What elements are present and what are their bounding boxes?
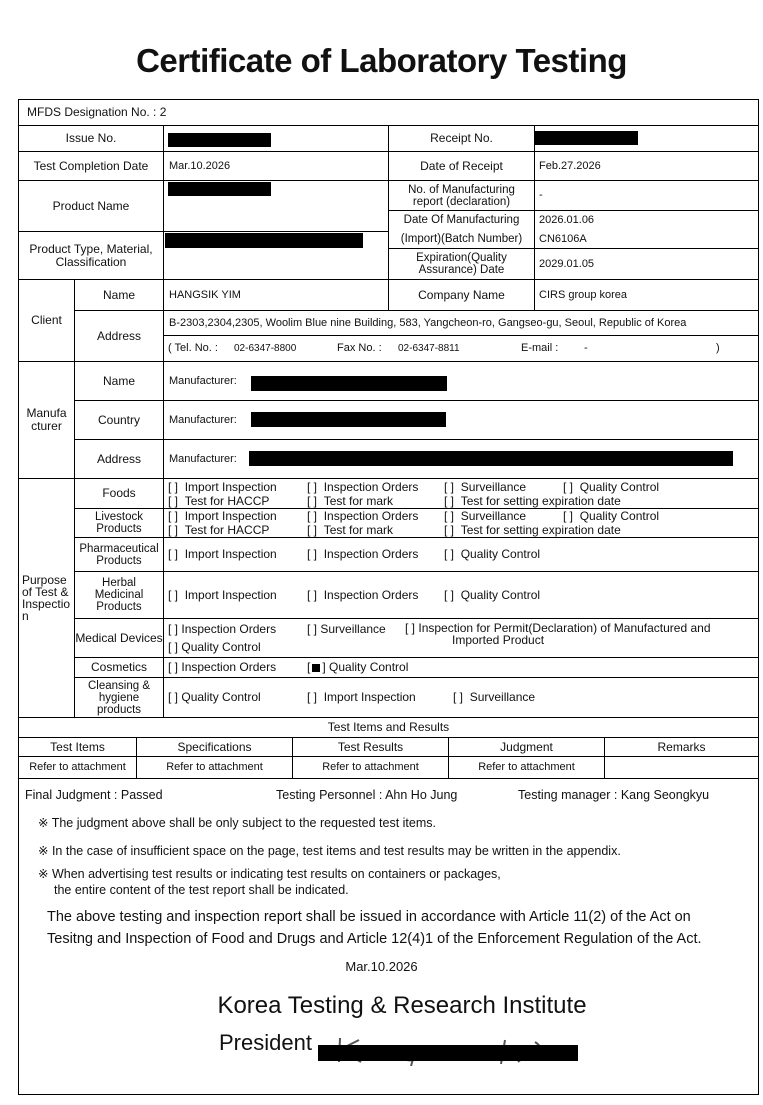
- option-label: Inspection Orders: [323, 588, 419, 602]
- batch-number: CN6106A: [539, 232, 587, 245]
- expiration-line2: Assurance) Date: [418, 264, 505, 276]
- purpose-label: [19, 478, 74, 717]
- redaction-bar: [249, 451, 733, 466]
- foods-label: Foods: [74, 478, 163, 508]
- checkbox: [ ]: [168, 480, 179, 494]
- herbal-line3: Products: [96, 601, 142, 613]
- checkbox: [ ]: [307, 622, 318, 636]
- option-label: Import Inspection: [184, 588, 277, 602]
- manufacturer-name-value: Manufacturer:: [163, 361, 758, 400]
- issue-no-label: Issue No.: [19, 125, 163, 151]
- manufacturer-line2: cturer: [31, 419, 62, 433]
- statement-line1: The above testing and inspection report shall be issued in accordance with Article 11(2) of the Act on: [47, 909, 691, 925]
- results-bottom-rule: [19, 778, 758, 779]
- checkbox: [ ]: [307, 480, 318, 494]
- checkbox: [ ]: [168, 547, 179, 561]
- foods-inspection-orders[interactable]: [307, 480, 418, 494]
- checkbox: [ ]: [168, 660, 179, 674]
- final-judgment: Final Judgment : Passed: [25, 788, 163, 802]
- checkbox: [ ]: [307, 494, 318, 508]
- livestock-line1: Livestock: [95, 511, 143, 523]
- manufacturer-address-value: Manufacturer:: [163, 439, 758, 478]
- option-label: Test for mark: [323, 494, 394, 508]
- manufacturer-name-label: Name: [74, 361, 163, 400]
- cleansing-line2: hygiene: [98, 691, 140, 704]
- option-label: Import Inspection: [184, 509, 277, 523]
- foods-import-inspection[interactable]: [168, 480, 277, 494]
- manufacturing-date: 2026.01.06: [539, 213, 595, 226]
- livestock-label: [74, 508, 163, 537]
- medical-surveillance[interactable]: [307, 622, 386, 636]
- checkbox: [ ]: [444, 494, 455, 508]
- option-label: Import Inspection: [184, 547, 277, 561]
- expiration-value: 2029.01.05: [534, 248, 758, 279]
- herbal-line2: Medicinal: [94, 589, 144, 601]
- redaction-bar: [165, 233, 363, 248]
- checkbox-open: [: [307, 660, 311, 674]
- purpose-line4: n: [22, 609, 29, 623]
- checkbox: [ ]: [168, 523, 179, 537]
- statement-line2: Tesitng and Inspection of Food and Drugs and Article 12(4)1 of the Enforcement Regulation of the Act.: [47, 931, 702, 947]
- checkbox: [ ]: [563, 509, 574, 523]
- herbal-import-inspection[interactable]: [168, 588, 277, 602]
- option-label: Surveillance: [469, 690, 536, 704]
- receipt-no-label: Receipt No.: [388, 125, 534, 151]
- results-col-judgment: Judgment: [448, 737, 604, 756]
- institute-name: Korea Testing & Research Institute: [217, 992, 587, 1019]
- client-name-label: Name: [74, 279, 163, 310]
- date-of-receipt-label: Date of Receipt: [388, 151, 534, 180]
- pharma-quality-control[interactable]: [444, 547, 540, 561]
- foods-quality-control[interactable]: [563, 480, 659, 494]
- redaction-bar: [168, 182, 271, 196]
- company-name-value: CIRS group korea: [534, 279, 758, 310]
- checkbox: [ ]: [453, 690, 464, 704]
- purpose-line1: Purpose: [22, 573, 67, 587]
- test-completion-value: Mar.10.2026: [163, 151, 388, 180]
- client-address-value: B-2303,2304,2305, Woolim Blue nine Building, 583, Yangcheon-ro, Gangseo-gu, Seoul, Republic of Korea: [163, 310, 758, 335]
- cleansing-line3: products: [96, 703, 142, 716]
- checkbox: [ ]: [168, 640, 179, 654]
- option-label: Inspection for Permit(Declaration) of Manufactured and: [418, 621, 711, 635]
- checkbox: [ ]: [444, 509, 455, 523]
- product-type-label: [19, 231, 163, 279]
- results-col-test-results: Test Results: [292, 737, 448, 756]
- livestock-inspection-orders[interactable]: [307, 509, 418, 523]
- president-label: President: [219, 1030, 312, 1055]
- manufacturer-address-label: Address: [74, 439, 163, 478]
- client-label: Client: [19, 279, 74, 361]
- checkbox: [ ]: [168, 494, 179, 508]
- option-label: Quality Control: [181, 640, 261, 654]
- manufacturer-label: [19, 361, 74, 478]
- date-manufacturing-label: [388, 210, 534, 248]
- mfds-designation: MFDS Designation No. : 2: [27, 105, 167, 119]
- option-label: Quality Control: [460, 547, 541, 561]
- pharmaceutical-line1: Pharmaceutical: [79, 542, 159, 555]
- checkbox-close: ]: [322, 660, 326, 674]
- testing-personnel: Testing Personnel : Ahn Ho Jung: [276, 788, 458, 802]
- checkbox: [ ]: [168, 588, 179, 602]
- expiration-label: [388, 248, 534, 279]
- client-name-value: HANGSIK YIM: [163, 279, 388, 310]
- manufacturer-country-label: Country: [74, 400, 163, 439]
- date-of-receipt-value: Feb.27.2026: [534, 151, 758, 180]
- date-manufacturing-line1: Date Of Manufacturing: [403, 213, 520, 226]
- redaction-bar: [318, 1045, 578, 1061]
- pharmaceutical-label: [74, 537, 163, 571]
- option-label: Surveillance: [460, 509, 527, 523]
- document-title: Certificate of Laboratory Testing: [136, 42, 627, 79]
- pharma-import-inspection[interactable]: [168, 547, 277, 561]
- product-type-line1: Product Type, Material,: [29, 241, 153, 256]
- pharmaceutical-line2: Products: [96, 554, 142, 567]
- redaction-bar: [251, 376, 447, 391]
- checkbox: [ ]: [444, 480, 455, 494]
- checkbox: [ ]: [444, 523, 455, 537]
- cleansing-surveillance[interactable]: [453, 690, 535, 704]
- product-name-label: Product Name: [19, 180, 163, 231]
- option-label: Surveillance: [460, 480, 527, 494]
- results-cell-remarks: [604, 756, 758, 778]
- option-label: Inspection Orders: [323, 480, 419, 494]
- livestock-import-inspection[interactable]: [168, 509, 277, 523]
- option-label: Import Inspection: [184, 480, 277, 494]
- testing-manager: Testing manager : Kang Seongkyu: [518, 788, 710, 802]
- foods-test-mark[interactable]: [307, 494, 393, 508]
- checkbox: [ ]: [307, 523, 318, 537]
- issue-date: Mar.10.2026: [345, 959, 418, 974]
- fax-label: Fax No. :: [337, 342, 382, 354]
- foods-surveillance[interactable]: [444, 480, 526, 494]
- pharma-inspection-orders[interactable]: [307, 547, 418, 561]
- option-label: Surveillance: [320, 622, 386, 636]
- results-cell-judgment: Refer to attachment: [448, 756, 604, 778]
- note-3-line2: the entire content of the test report shall be indicated.: [54, 883, 349, 897]
- checkbox: [ ]: [563, 480, 574, 494]
- option-label: Inspection Orders: [323, 547, 419, 561]
- herbal-label: [74, 571, 163, 618]
- client-address-label: Address: [74, 310, 163, 361]
- checkbox: [ ]: [168, 622, 179, 636]
- redaction-bar: [251, 412, 446, 427]
- option-label: Quality Control: [329, 660, 409, 674]
- livestock-test-expiration[interactable]: [444, 523, 621, 537]
- checked-box-icon: [312, 664, 320, 672]
- option-label: Test for setting expiration date: [460, 523, 621, 537]
- fax-value: 02-6347-8811: [398, 343, 460, 354]
- expiration-line1: Expiration(Quality: [416, 252, 507, 264]
- no-manufacturing-line2: report (declaration): [412, 195, 511, 208]
- checkbox: [ ]: [307, 690, 318, 704]
- option-label: Test for setting expiration date: [460, 494, 621, 508]
- note-2: ※ In the case of insufficient space on the page, test items and test results may be written in the appendix.: [38, 844, 621, 858]
- checkbox: [ ]: [168, 509, 179, 523]
- option-label: Import Inspection: [323, 690, 416, 704]
- option-label: Test for HACCP: [184, 523, 270, 537]
- note-3-line1: ※ When advertising test results or indicating test results on containers or packages,: [38, 867, 501, 881]
- herbal-line1: Herbal: [102, 577, 136, 589]
- client-contact-row: [163, 335, 758, 361]
- foods-test-haccp[interactable]: [168, 494, 269, 508]
- purpose-line3: Inspectio: [22, 597, 71, 611]
- email-close: ): [716, 342, 720, 354]
- foods-test-expiration[interactable]: [444, 494, 621, 508]
- medical-quality-control[interactable]: [168, 640, 261, 654]
- results-header: Test Items and Results: [19, 717, 758, 737]
- tel-label: ( Tel. No. :: [168, 342, 218, 354]
- option-label: Quality Control: [579, 509, 660, 523]
- no-manufacturing-line1: No. of Manufacturing: [408, 183, 515, 196]
- medical-permit-inspection[interactable]: [405, 622, 711, 646]
- results-col-remarks: Remarks: [604, 737, 758, 756]
- cleansing-quality-control[interactable]: [168, 690, 261, 704]
- option-label-line2: Imported Product: [452, 633, 545, 647]
- checkbox: [ ]: [444, 588, 455, 602]
- medical-inspection-orders[interactable]: [168, 622, 276, 636]
- livestock-line2: Products: [96, 523, 142, 535]
- company-name-label: Company Name: [388, 279, 534, 310]
- signature-icon: [315, 1032, 580, 1066]
- results-cell-test-items: Refer to attachment: [19, 756, 136, 778]
- cleansing-import-inspection[interactable]: [307, 690, 416, 704]
- cosmetics-label: Cosmetics: [74, 657, 163, 677]
- livestock-surveillance[interactable]: [444, 509, 526, 523]
- redaction-bar: [535, 131, 638, 145]
- option-label: Quality Control: [579, 480, 660, 494]
- checkbox: [ ]: [444, 547, 455, 561]
- results-cell-test-results: Refer to attachment: [292, 756, 448, 778]
- date-manufacturing-line2: (Import)(Batch Number): [400, 232, 523, 245]
- test-completion-label: Test Completion Date: [19, 151, 163, 180]
- results-cell-specifications: Refer to attachment: [136, 756, 292, 778]
- email-label: E-mail :: [521, 342, 559, 354]
- option-label: Test for mark: [323, 523, 394, 537]
- option-label: Test for HACCP: [184, 494, 270, 508]
- cosmetics-inspection-orders[interactable]: [168, 660, 276, 674]
- product-type-line2: Classification: [55, 254, 127, 269]
- checkbox: [ ]: [307, 509, 318, 523]
- option-label: Inspection Orders: [181, 622, 277, 636]
- checkbox: [ ]: [307, 588, 318, 602]
- option-label: Quality Control: [460, 588, 541, 602]
- checkbox: [ ]: [168, 690, 179, 704]
- email-value: -: [584, 342, 588, 354]
- option-label: Inspection Orders: [323, 509, 419, 523]
- checkbox: [ ]: [307, 547, 318, 561]
- manufacturer-country-value: Manufacturer:: [163, 400, 758, 439]
- cleansing-line1: Cleansing &: [87, 679, 150, 692]
- cosmetics-quality-control[interactable]: [307, 660, 408, 674]
- livestock-test-haccp[interactable]: [168, 523, 269, 537]
- purpose-line2: of Test &: [22, 585, 69, 599]
- checkbox: [ ]: [405, 621, 416, 635]
- results-col-specifications: Specifications: [136, 737, 292, 756]
- tel-value: 02-6347-8800: [234, 343, 297, 354]
- date-manufacturing-value: [534, 210, 758, 248]
- no-manufacturing-value: -: [534, 180, 758, 210]
- livestock-quality-control[interactable]: [563, 509, 659, 523]
- no-manufacturing-label: [388, 180, 534, 210]
- results-col-test-items: Test Items: [19, 737, 136, 756]
- manufacturer-line1: Manufa: [26, 406, 67, 420]
- medical-devices-label: Medical Devices: [74, 618, 163, 657]
- livestock-test-mark[interactable]: [307, 523, 393, 537]
- option-label: Quality Control: [181, 690, 261, 704]
- herbal-quality-control[interactable]: [444, 588, 540, 602]
- note-1: ※ The judgment above shall be only subject to the requested test items.: [38, 816, 436, 830]
- herbal-inspection-orders[interactable]: [307, 588, 418, 602]
- option-label: Inspection Orders: [181, 660, 277, 674]
- cleansing-label: [74, 677, 163, 717]
- redaction-bar: [168, 133, 271, 147]
